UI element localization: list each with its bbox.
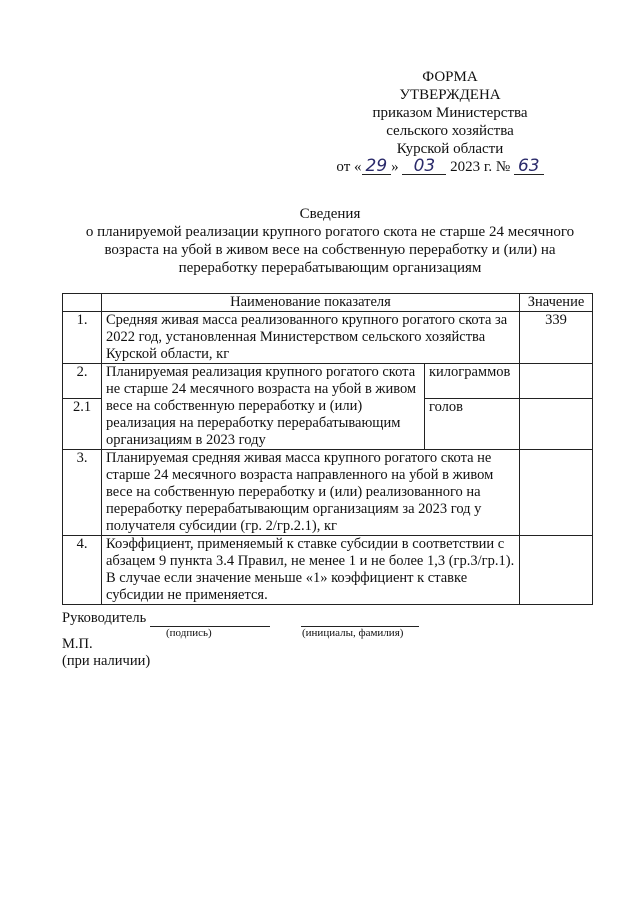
row-number: 3. xyxy=(63,450,102,536)
ministry-label: сельского хозяйства xyxy=(386,123,514,139)
order-date-line xyxy=(320,158,560,176)
document-title: Сведения xyxy=(299,206,361,222)
approval-block xyxy=(336,68,560,176)
stamp-block xyxy=(62,636,150,670)
row-value xyxy=(520,536,593,605)
head-signature-line xyxy=(62,610,482,627)
row-number: 4. xyxy=(63,536,102,605)
stamp-label: М.П. xyxy=(62,636,93,652)
table-row xyxy=(63,450,593,536)
row-value xyxy=(520,450,593,536)
handwritten-day: 29 xyxy=(362,158,392,175)
order-label: приказом Министерства xyxy=(372,105,528,121)
indicators-table xyxy=(62,293,593,605)
table-row xyxy=(63,536,593,605)
table-header-row xyxy=(63,294,593,312)
head-label: Руководитель xyxy=(62,610,147,626)
row-value xyxy=(520,364,593,399)
row-text: Планируемая реализация крупного рогатого скота не старше 24 месячного возраста на убой в живом весе на собственную переработку и (или) реализация на переработку перерабатывающим организациям в 2023 году xyxy=(102,364,425,450)
header-value-cell: Значение xyxy=(520,294,593,312)
handwritten-order-number: 63 xyxy=(514,158,544,175)
document-subtitle-line-1: о планируемой реализации крупного рогатого скота не старше 24 месячного xyxy=(85,224,575,240)
signature-block xyxy=(62,610,482,627)
row-text: Средняя живая масса реализованного крупного рогатого скота за 2022 год, установленная Министерством сельского хозяйства Курской области, кг xyxy=(102,312,520,364)
row-unit: голов xyxy=(425,399,520,450)
row-value: 339 xyxy=(520,312,593,364)
row-text: Планируемая средняя живая масса крупного рогатого скота не старше 24 месячного возраста направленного на убой в живом весе на собственную переработку и (или) реализованного на переработку перерабатывающим организациям за 2023 год у получателя субсидии (гр. 2/гр.2.1), кг xyxy=(102,450,520,536)
table-row xyxy=(63,364,593,399)
approved-label: УТВЕРЖДЕНА xyxy=(399,87,501,103)
name-hint: (инициалы, фамилия) xyxy=(302,627,404,639)
row-number: 1. xyxy=(63,312,102,364)
document-heading xyxy=(70,205,590,277)
row-text: Коэффициент, применяемый к ставке субсидии в соответствии с абзацем 9 пункта 3.4 Правил, не менее 1 и не более 1,3 (гр.3/гр.1). В случае если значение меньше «1» коэффициент к ставке субсидии не применяется. xyxy=(102,536,520,605)
handwritten-month: 03 xyxy=(402,158,446,175)
signature-hint: (подпись) xyxy=(166,627,212,639)
header-name-cell: Наименование показателя xyxy=(102,294,520,312)
header-num-cell xyxy=(63,294,102,312)
stamp-note: (при наличии) xyxy=(62,653,151,669)
date-mid: » xyxy=(391,159,399,175)
row-unit: килограммов xyxy=(425,364,520,399)
document-subtitle-line-3: переработку перерабатывающим организациям xyxy=(178,260,482,276)
table-row xyxy=(63,312,593,364)
document-subtitle-line-2: возраста на убой в живом весе на собственную переработку и (или) на xyxy=(104,242,556,258)
row-number: 2.1 xyxy=(63,399,102,450)
region-label: Курской области xyxy=(396,141,504,157)
year-text: 2023 г. № xyxy=(450,159,511,175)
date-prefix: от « xyxy=(336,159,362,175)
form-label: ФОРМА xyxy=(422,69,478,85)
row-value xyxy=(520,399,593,450)
row-number: 2. xyxy=(63,364,102,399)
